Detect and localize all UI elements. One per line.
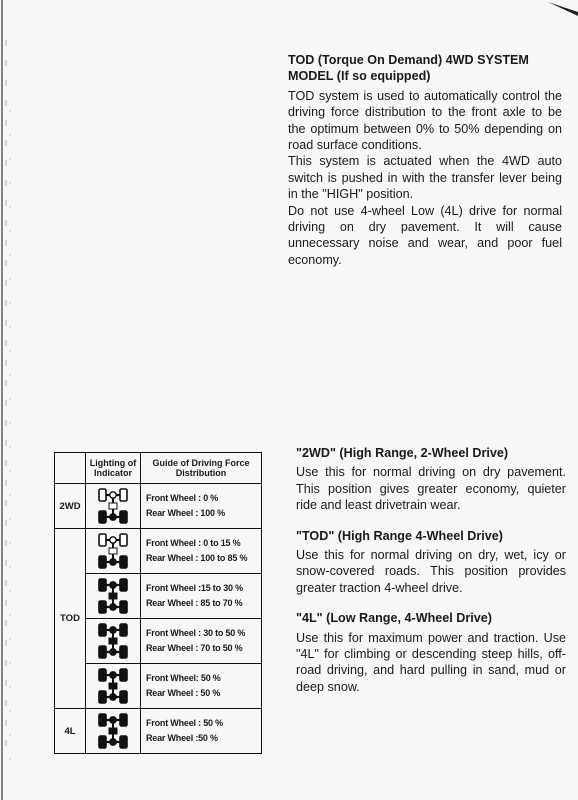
front-right-wheel xyxy=(120,579,127,591)
rear-right-wheel xyxy=(120,601,127,613)
distribution-cell xyxy=(141,574,262,619)
indicator-cell xyxy=(86,709,141,754)
rear-wheel-value: Rear Wheel : 100 % xyxy=(146,508,225,518)
tod-paragraph: TOD system is used to automatically control the driving force distribution to the front axle to be the optimum between 0% to 50% depending on road surface conditions. xyxy=(288,88,562,153)
indicator-cell xyxy=(86,484,141,529)
front-right-wheel xyxy=(120,714,127,726)
drive-modes-section xyxy=(296,445,566,709)
table-row xyxy=(55,574,262,619)
drivetrain-indicator-icon xyxy=(93,711,133,751)
rear-left-wheel xyxy=(99,601,106,613)
front-wheel-value: Front Wheel: 50 % xyxy=(146,673,221,683)
transfer-case xyxy=(109,548,117,554)
transfer-case xyxy=(109,728,117,734)
table-header-indicator: Lighting of Indicator xyxy=(86,453,141,484)
transfer-case xyxy=(109,638,117,644)
rear-left-wheel xyxy=(99,736,106,748)
rear-right-wheel xyxy=(120,511,127,523)
front-differential xyxy=(110,537,116,543)
mode-description: Use this for normal driving on dry pavement. This position gives greater economy, quieter ride and least drivetrain wear. xyxy=(296,465,566,513)
rear-differential xyxy=(110,514,116,520)
front-differential xyxy=(110,672,116,678)
front-right-wheel xyxy=(120,624,127,636)
distribution-cell xyxy=(141,529,262,574)
distribution-cell xyxy=(141,484,262,529)
front-left-wheel xyxy=(99,624,106,636)
front-left-wheel xyxy=(99,669,106,681)
mode-cell: 2WD xyxy=(55,484,86,529)
indicator-cell xyxy=(86,619,141,664)
rear-right-wheel xyxy=(120,736,127,748)
transfer-case xyxy=(109,683,117,689)
table-row xyxy=(55,484,262,529)
front-differential xyxy=(110,627,116,633)
mode-heading: "2WD" (High Range, 2-Wheel Drive) xyxy=(296,446,509,460)
mode-description: Use this for maximum power and traction. Use "4L" for climbing or descending steep hills, off-road driving, and hard pulling in sand, mud or deep snow. xyxy=(296,630,566,694)
table-header-distribution: Guide of Driving Force Distribution xyxy=(141,453,262,484)
front-wheel-value: Front Wheel : 50 % xyxy=(146,718,223,728)
drivetrain-indicator-icon xyxy=(93,666,133,706)
drivetrain-indicator-icon xyxy=(93,486,133,526)
front-left-wheel xyxy=(99,579,106,591)
front-differential xyxy=(110,492,116,498)
indicator-cell xyxy=(86,529,141,574)
rear-wheel-value: Rear Wheel : 85 to 70 % xyxy=(146,598,243,608)
drivetrain-indicator-icon xyxy=(93,576,133,616)
front-left-wheel xyxy=(99,534,106,546)
rear-left-wheel xyxy=(99,646,106,658)
distribution-cell xyxy=(141,619,262,664)
rear-left-wheel xyxy=(99,511,106,523)
table-row xyxy=(55,619,262,664)
front-left-wheel xyxy=(99,489,106,501)
rear-left-wheel xyxy=(99,556,106,568)
mode-2wd xyxy=(296,445,566,514)
heading-line-1: TOD (Torque On Demand) 4WD SYSTEM xyxy=(288,53,529,67)
distribution-cell xyxy=(141,664,262,709)
front-differential xyxy=(110,582,116,588)
drivetrain-indicator-icon xyxy=(93,531,133,571)
rear-differential xyxy=(110,694,116,700)
rear-wheel-value: Rear Wheel : 50 % xyxy=(146,688,221,698)
front-wheel-value: Front Wheel : 0 % xyxy=(146,493,219,503)
front-differential xyxy=(110,717,116,723)
table-row xyxy=(55,709,262,754)
tod-paragraph: This system is actuated when the 4WD auto switch is pushed in with the transfer lever being in the "HIGH" position. xyxy=(288,154,562,202)
driving-force-table xyxy=(54,452,262,754)
rear-right-wheel xyxy=(120,691,127,703)
mode-cell: TOD xyxy=(55,529,86,709)
tod-system-body xyxy=(288,88,562,268)
front-right-wheel xyxy=(120,669,127,681)
front-wheel-value: Front Wheel :15 to 30 % xyxy=(146,583,243,593)
table-header-row xyxy=(55,453,262,484)
tod-system-heading xyxy=(288,52,562,85)
mode-heading: "4L" (Low Range, 4-Wheel Drive) xyxy=(296,611,492,626)
rear-left-wheel xyxy=(99,691,106,703)
front-wheel-value: Front Wheel : 0 to 15 % xyxy=(146,538,241,548)
front-wheel-value: Front Wheel : 30 to 50 % xyxy=(146,628,246,638)
rear-wheel-value: Rear Wheel : 70 to 50 % xyxy=(146,643,243,653)
front-right-wheel xyxy=(120,534,127,546)
table-row xyxy=(55,664,262,709)
table-row xyxy=(55,529,262,574)
transfer-case xyxy=(109,503,117,509)
distribution-cell xyxy=(141,709,262,754)
rear-wheel-value: Rear Wheel : 100 to 85 % xyxy=(146,553,248,563)
rear-differential xyxy=(110,739,116,745)
rear-differential xyxy=(110,559,116,565)
table-header-mode xyxy=(55,453,86,484)
tod-paragraph: Do not use 4-wheel Low (4L) drive for normal driving on dry pavement. It will cause unnecessary noise and wear, and poor fuel economy. xyxy=(288,203,562,267)
mode-heading: "TOD" (High Range 4-Wheel Drive) xyxy=(296,528,503,543)
transfer-case xyxy=(109,593,117,599)
page-corner-mark xyxy=(548,0,578,20)
indicator-cell xyxy=(86,574,141,619)
mode-description: Use this for normal driving on dry, wet, icy or snow-covered roads. This position provides greater traction 4-wheel drive. xyxy=(296,548,566,595)
rear-right-wheel xyxy=(120,556,127,568)
heading-line-2: MODEL (If so equipped) xyxy=(288,69,431,84)
mode-cell: 4L xyxy=(55,709,86,754)
mode-tod xyxy=(296,528,566,597)
rear-differential xyxy=(110,604,116,610)
rear-right-wheel xyxy=(120,646,127,658)
rear-differential xyxy=(110,649,116,655)
front-right-wheel xyxy=(120,489,127,501)
tod-system-section xyxy=(288,52,562,268)
front-left-wheel xyxy=(99,714,106,726)
drivetrain-indicator-icon xyxy=(93,621,133,661)
binding-edge xyxy=(0,0,22,800)
mode-4l xyxy=(296,610,566,695)
indicator-cell xyxy=(86,664,141,709)
rear-wheel-value: Rear Wheel :50 % xyxy=(146,733,218,743)
